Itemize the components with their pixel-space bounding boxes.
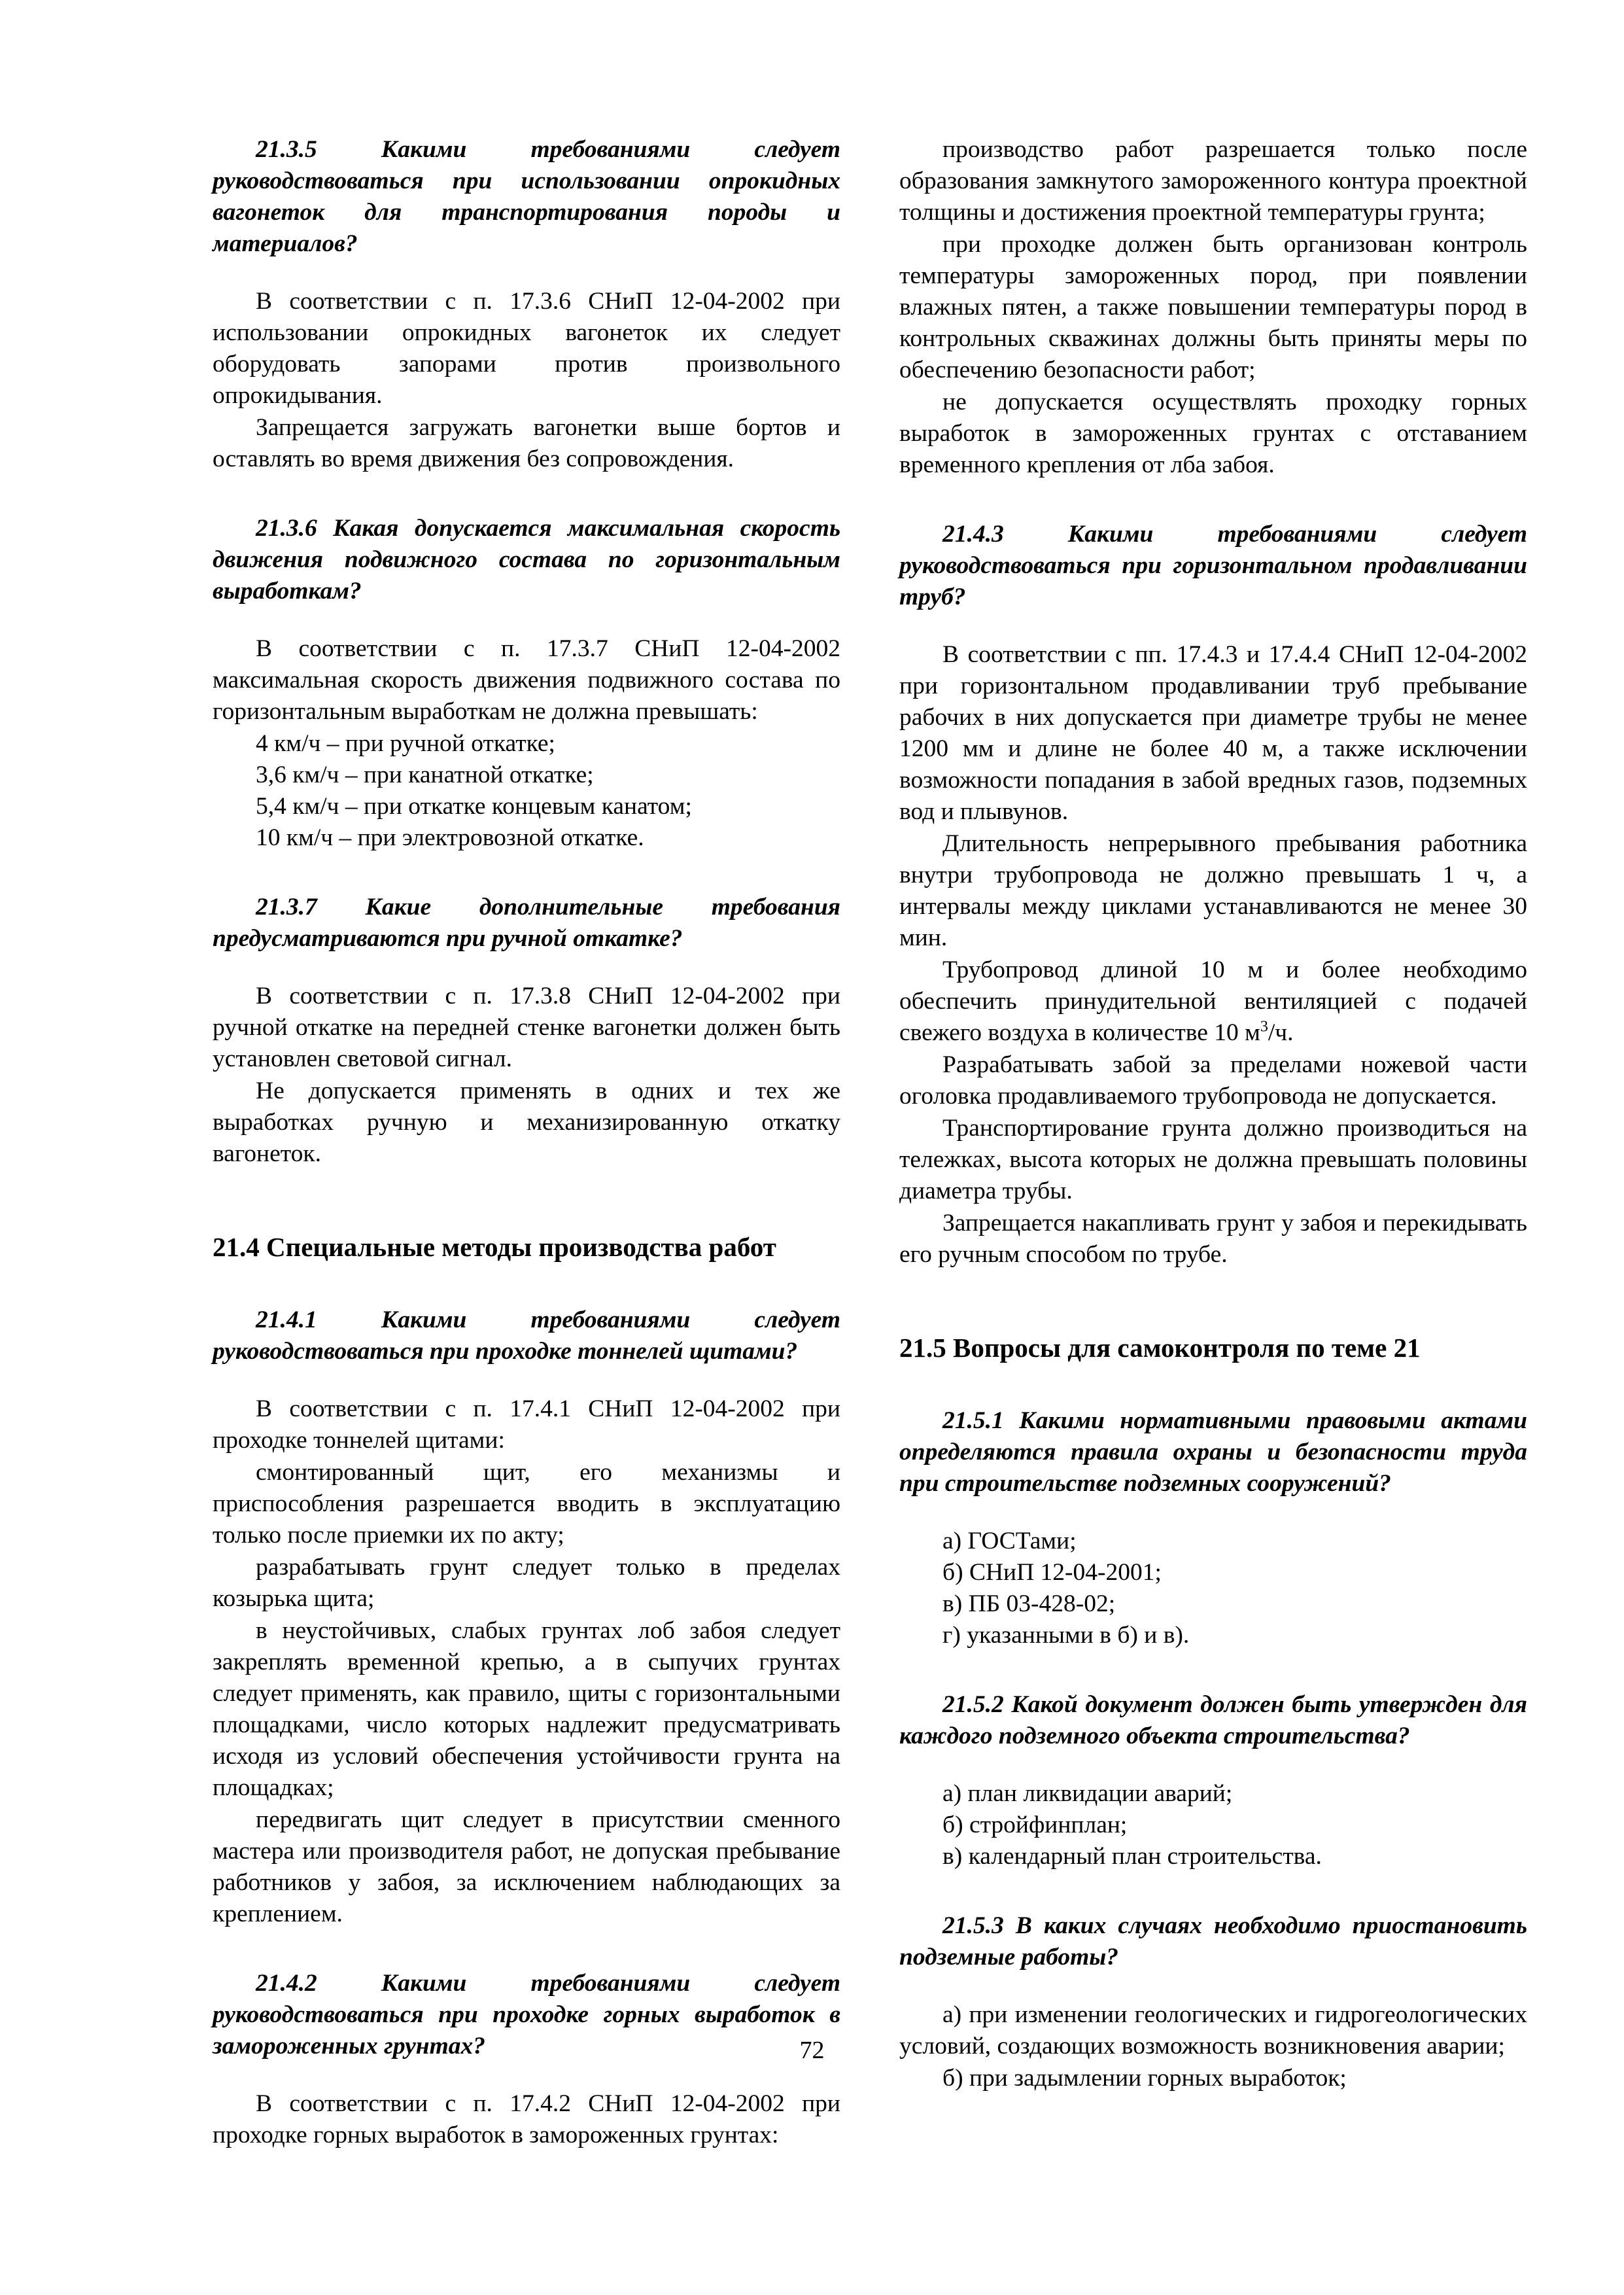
section-heading-21-4: 21.4 Специальные методы производства работ xyxy=(213,1232,776,1262)
paragraph: В соответствии с п. 17.3.8 СНиП 12-04-2002 при ручной откатке на передней стенке вагонетки должен быть установлен световой сигнал. xyxy=(213,983,840,1072)
question-21-3-6: 21.3.6 Какая допускается максимальная скорость движения подвижного состава по горизонтальным выработкам? xyxy=(213,515,840,604)
paragraph: при проходке должен быть организован контроль температуры замороженных пород, при появлении влажных пятен, а также повышении температуры пород в контрольных скважинах должны быть приняты меры по обеспечению безопасности работ; xyxy=(899,231,1527,383)
question-21-4-2: 21.4.2 Какими требованиями следует руководствоваться при проходке горных выработок в замороженных грунтах? xyxy=(213,1970,840,2059)
paragraph: В соответствии с п. 17.4.2 СНиП 12-04-2002 при проходке горных выработок в замороженных грунтах: xyxy=(213,2090,840,2148)
section-heading-21-5: 21.5 Вопросы для самоконтроля по теме 21 xyxy=(899,1333,1421,1363)
answer-option: в) календарный план строительства. xyxy=(942,1843,1322,1870)
paragraph: Не допускается применять в одних и тех же выработках ручную и механизированную откатку вагонеток. xyxy=(213,1077,840,1167)
list-item: 10 км/ч – при электровозной откатке. xyxy=(256,824,644,851)
answer-option: б) СНиП 12-04-2001; xyxy=(942,1559,1162,1586)
list-item: 3,6 км/ч – при канатной откатке; xyxy=(256,762,594,788)
question-21-3-5: 21.3.5 Какими требованиями следует руководствоваться при использовании опрокидных вагонеток для транспортирования породы и материалов? xyxy=(213,136,840,257)
paragraph: В соответствии с п. 17.3.6 СНиП 12-04-2002 при использовании опрокидных вагонеток их следует оборудовать запорами против произвольного опрокидывания. xyxy=(213,288,840,409)
paragraph: в неустойчивых, слабых грунтах лоб забоя следует закреплять временной крепью, а в сыпучих грунтах следует применять, как правило, щиты с горизонтальными площадками, число которых надлежит предусматривать исходя из условий обеспечения устойчивости грунта на площадках; xyxy=(213,1617,840,1801)
left-column xyxy=(213,134,840,2151)
list-item: 5,4 км/ч – при откатке концевым канатом; xyxy=(256,793,692,820)
superscript: 3 xyxy=(1260,1018,1268,1036)
speed-list xyxy=(213,728,840,854)
answer-option: а) ГОСТами; xyxy=(942,1528,1077,1554)
question-21-4-1: 21.4.1 Какими требованиями следует руководствоваться при проходке тоннелей щитами? xyxy=(213,1306,840,1365)
paragraph: Разрабатывать забой за пределами ножевой части оголовка продавливаемого трубопровода не допускается. xyxy=(899,1051,1527,1110)
answer-option: а) план ликвидации аварий; xyxy=(942,1780,1233,1807)
question-21-4-3: 21.4.3 Какими требованиями следует руководствоваться при горизонтальном продавливании труб? xyxy=(899,521,1527,610)
answer-option: б) стройфинплан; xyxy=(942,1812,1128,1838)
list-item: 4 км/ч – при ручной откатке; xyxy=(256,730,555,757)
question-21-5-1: 21.5.1 Какими нормативными правовыми актами определяются правила охраны и безопасности труда при строительстве подземных сооружений? xyxy=(899,1407,1527,1497)
paragraph: Запрещается накапливать грунт у забоя и перекидывать его ручным способом по трубе. xyxy=(899,1210,1527,1268)
paragraph: смонтированный щит, его механизмы и приспособления разрешается вводить в эксплуатацию только после приемки их по акту; xyxy=(213,1459,840,1549)
paragraph: не допускается осуществлять проходку горных выработок в замороженных грунтах с отставанием временного крепления от лба забоя. xyxy=(899,389,1527,478)
question-21-5-3: 21.5.3 В каких случаях необходимо приостановить подземные работы? xyxy=(899,1912,1527,1971)
paragraph: производство работ разрешается только после образования замкнутого замороженного контура проектной толщины и достижения проектной температуры грунта; xyxy=(899,136,1527,226)
paragraph: передвигать щит следует в присутствии сменного мастера или производителя работ, не допуская пребывание работников у забоя, за исключением наблюдающих за креплением. xyxy=(213,1806,840,1927)
question-21-3-7: 21.3.7 Какие дополнительные требования предусматриваются при ручной откатке? xyxy=(213,894,840,952)
answer-option: г) указанными в б) и в). xyxy=(942,1622,1190,1649)
question-21-5-2: 21.5.2 Какой документ должен быть утвержден для каждого подземного объекта строительства? xyxy=(899,1691,1527,1749)
paragraph xyxy=(899,955,1527,1049)
paragraph: Длительность непрерывного пребывания работника внутри трубопровода не должно превышать 1 ч, а интервалы между циклами устанавливаются не менее 30 мин. xyxy=(899,830,1527,951)
answer-option: а) при изменении геологических и гидрогеологических условий, создающих возможность возникновения аварии; xyxy=(899,2001,1527,2059)
text-span: Трубопровод длиной 10 м и более необходимо обеспечить принудительной вентиляцией с подачей свежего воздуха в количестве 10 м xyxy=(899,956,1527,1046)
answer-options-21-5-1 xyxy=(899,1526,1527,1651)
paragraph: разрабатывать грунт следует только в пределах козырька щита; xyxy=(213,1554,840,1612)
text-span: /ч. xyxy=(1268,1019,1294,1046)
paragraph: В соответствии с пп. 17.4.3 и 17.4.4 СНиП 12-04-2002 при горизонтальном продавливании труб пребывание рабочих в них допускается при диаметре трубы не менее 1200 мм и длине не более 40 м, а также исключении возможности попадания в забой вредных газов, подземных вод и плывунов. xyxy=(899,641,1527,825)
paragraph: Запрещается загружать вагонетки выше бортов и оставлять во время движения без сопровождения. xyxy=(213,414,840,472)
answer-option: в) ПБ 03-428-02; xyxy=(942,1590,1116,1617)
answer-option: б) при задымлении горных выработок; xyxy=(942,2065,1347,2092)
answer-options-21-5-2 xyxy=(899,1778,1527,1872)
page-number: 72 xyxy=(799,2037,825,2064)
paragraph: В соответствии с п. 17.4.1 СНиП 12-04-2002 при проходке тоннелей щитами: xyxy=(213,1395,840,1454)
paragraph: В соответствии с п. 17.3.7 СНиП 12-04-2002 максимальная скорость движения подвижного состава по горизонтальным выработкам не должна превышать: xyxy=(213,635,840,725)
paragraph: Транспортирование грунта должно производиться на тележках, высота которых не должна превышать половины диаметра трубы. xyxy=(899,1115,1527,1204)
right-column xyxy=(899,134,1527,2094)
